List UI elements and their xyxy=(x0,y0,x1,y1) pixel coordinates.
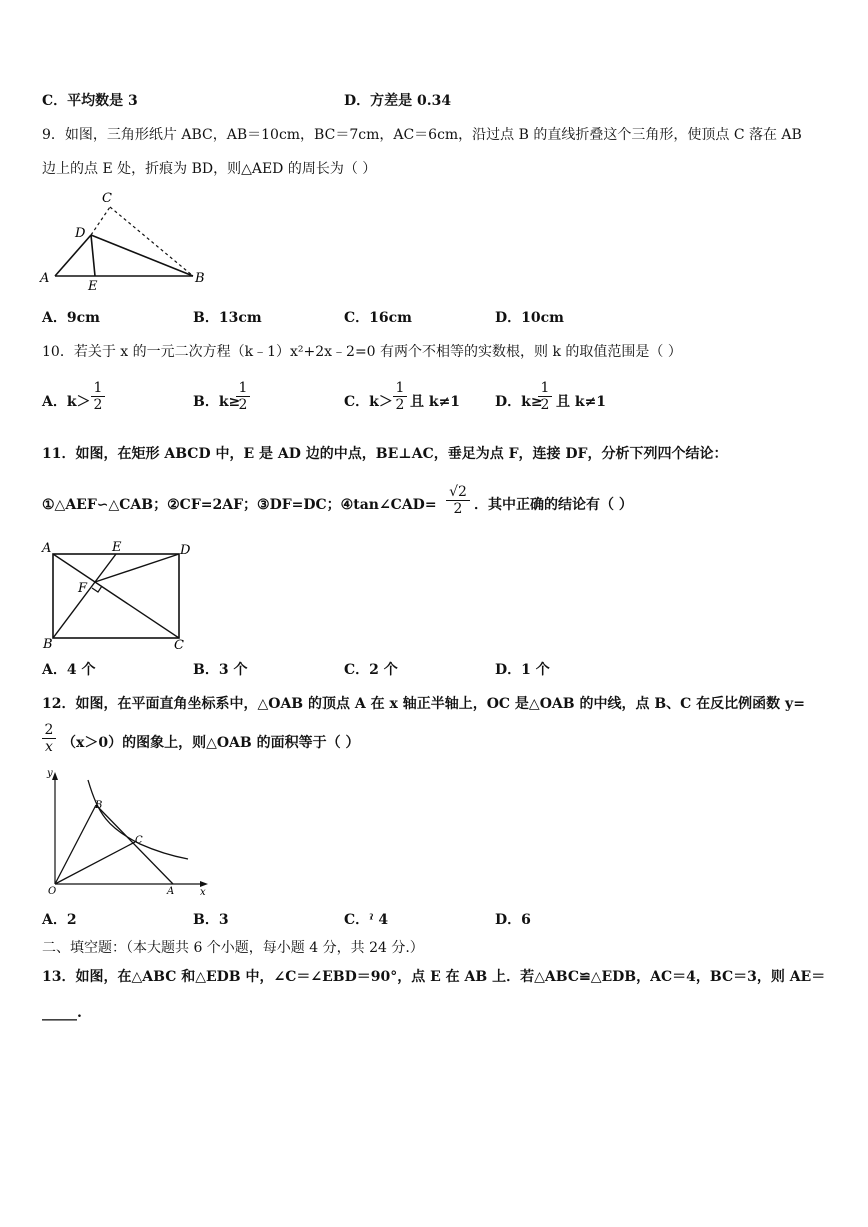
q12-option-a: A．2 xyxy=(42,912,77,928)
q10-option-a-fraction xyxy=(91,380,105,413)
q9-option-d: D．10cm xyxy=(495,310,564,326)
q11-rectangle-figure xyxy=(40,540,200,652)
q9-stem-line1: 9．如图，三角形纸片 ABC，AB＝10cm，BC＝7cm，AC＝6cm，沿过点 B 的直线折叠这个三角形，使顶点 C 落在 AB xyxy=(42,127,802,143)
q13-answer-blank: _____. xyxy=(42,1005,82,1021)
q9-label-d: D xyxy=(75,226,86,241)
q11-label-d: D xyxy=(180,543,191,558)
q9-stem-line2: 边上的点 E 处，折痕为 BD，则△AED 的周长为（ ） xyxy=(42,161,377,177)
q12-label-b: B xyxy=(95,800,103,811)
q13-stem-line1: 13．如图，在△ABC 和△EDB 中，∠C＝∠EBD＝90°，点 E 在 AB 上．若△ABC≌△EDB，AC＝4，BC＝3，则 AE＝ xyxy=(42,969,826,985)
q10-option-d-prefix: D．k≥ xyxy=(495,394,543,410)
q12-stem-line2: （x＞0）的图象上，则△OAB 的面积等于（ ） xyxy=(62,735,360,751)
q11-option-d: D．1 个 xyxy=(495,662,550,678)
q10-option-a-prefix: A．k＞ xyxy=(42,394,91,410)
q11-label-c: C xyxy=(174,638,184,653)
q10-option-b-numerator: 1 xyxy=(238,380,248,396)
q10-option-a-numerator: 1 xyxy=(93,380,103,396)
q10-option-d-denominator: 2 xyxy=(538,396,552,413)
q11-stem-line2: ①△AEF∽△CAB；②CF=2AF；③DF=DC；④tan∠CAD= xyxy=(42,497,437,513)
q12-stem-line1: 12．如图，在平面直角坐标系中，△OAB 的顶点 A 在 x 轴正半轴上，OC 是△OAB 的中线，点 B、C 在反比例函数 y= xyxy=(42,696,805,712)
q11-stem-line2-end: ．其中正确的结论有（ ） xyxy=(474,497,633,513)
q11-label-a: A xyxy=(42,541,52,556)
q10-option-d-fraction xyxy=(538,380,552,413)
q9-option-c: C．16cm xyxy=(344,310,412,326)
q10-option-b-denominator: 2 xyxy=(236,396,250,413)
q9-label-e: E xyxy=(88,279,98,294)
q10-option-c-prefix: C．k＞ xyxy=(344,394,393,410)
q11-label-f: F xyxy=(78,581,88,596)
q12-option-b: B．3 xyxy=(193,912,229,928)
q9-label-b: B xyxy=(195,271,205,286)
q9-label-a: A xyxy=(40,271,50,286)
q10-option-c-suffix: 且 k≠1 xyxy=(410,394,461,410)
q11-label-b: B xyxy=(43,637,53,652)
q12-option-d: D．6 xyxy=(495,912,531,928)
q9-triangle-figure xyxy=(38,188,208,292)
section-fill-in-title: 二、填空题：（本大题共 6 个小题，每小题 4 分，共 24 分.） xyxy=(42,940,424,956)
q9-label-c: C xyxy=(102,191,112,206)
q12-function-fraction xyxy=(42,722,56,755)
q12-label-a: A xyxy=(167,886,175,897)
q12-function-denominator: x xyxy=(42,738,56,755)
q10-stem: 10．若关于 x 的一元二次方程（k﹣1）x²+2x﹣2=0 有两个不相等的实数根，则 k 的取值范围是（ ） xyxy=(42,344,682,360)
q12-label-c: C xyxy=(135,835,143,846)
q10-option-d-suffix: 且 k≠1 xyxy=(556,394,607,410)
q12-function-numerator: 2 xyxy=(44,722,54,738)
q11-stem-line1: 11．如图，在矩形 ABCD 中，E 是 AD 边的中点，BE⊥AC，垂足为点 F，连接 DF，分析下列四个结论： xyxy=(42,446,728,462)
q12-coordinate-figure xyxy=(40,766,216,900)
q8-option-c: C．平均数是 3 xyxy=(42,93,138,109)
q11-option-b: B．3 个 xyxy=(193,662,248,678)
q10-option-b-prefix: B．k≥ xyxy=(193,394,241,410)
q10-option-c-numerator: 1 xyxy=(395,380,405,396)
q11-label-e: E xyxy=(112,540,122,555)
q11-tan-numerator: √2 xyxy=(449,484,467,500)
q8-option-d: D．方差是 0.34 xyxy=(344,93,452,109)
q12-label-x: x xyxy=(200,887,206,898)
q9-option-a: A．9cm xyxy=(42,310,100,326)
q10-option-a-denominator: 2 xyxy=(91,396,105,413)
q12-label-o: O xyxy=(48,886,57,897)
q11-option-c: C．2 个 xyxy=(344,662,398,678)
q10-option-c-denominator: 2 xyxy=(393,396,407,413)
q11-tan-fraction xyxy=(446,484,470,517)
q10-option-c-fraction xyxy=(393,380,407,413)
q11-option-a: A．4 个 xyxy=(42,662,96,678)
q11-tan-denominator: 2 xyxy=(446,500,470,517)
q10-option-b-fraction xyxy=(236,380,250,413)
q9-option-b: B．13cm xyxy=(193,310,262,326)
q12-option-c: C．ˀ 4 xyxy=(344,912,389,928)
q10-option-d-numerator: 1 xyxy=(540,380,550,396)
q12-label-y: y xyxy=(47,768,53,779)
